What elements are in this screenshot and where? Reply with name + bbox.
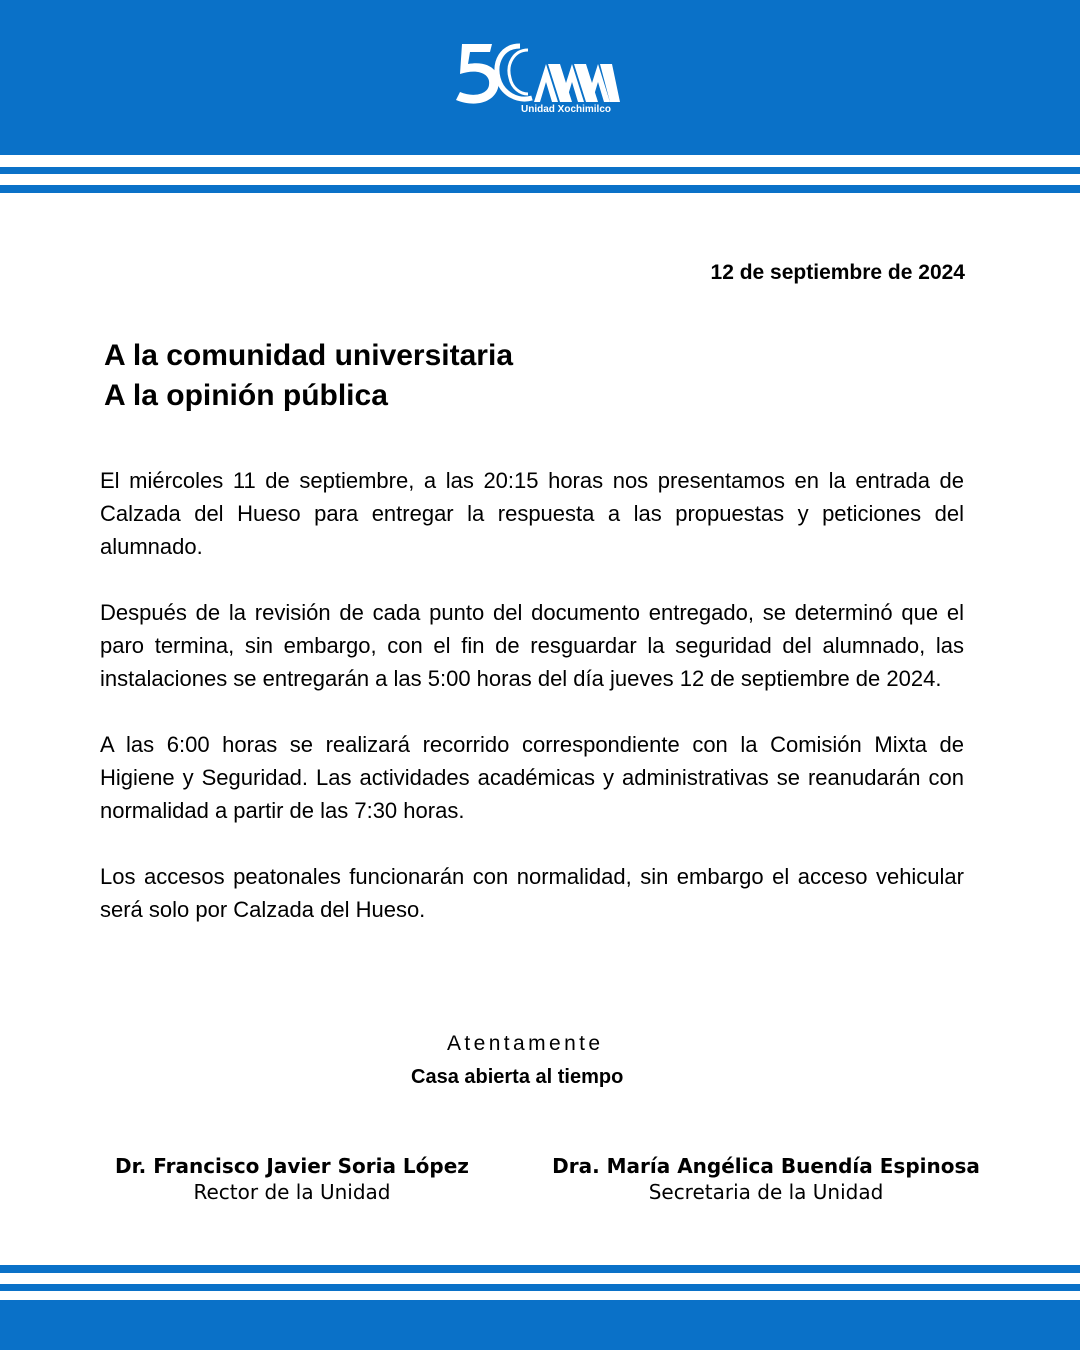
signatory-role: Rector de la Unidad <box>193 1180 391 1204</box>
logo-caption: Unidad Xochimilco <box>521 104 612 115</box>
greeting <box>104 336 513 416</box>
closing-salutation: Atentamente <box>447 1032 604 1055</box>
signatory-name: Dra. María Angélica Buendía Espinosa <box>552 1154 980 1178</box>
signatory-role: Secretaria de la Unidad <box>648 1180 884 1204</box>
signatory-name: Dr. Francisco Javier Soria López <box>115 1154 469 1178</box>
signature-block <box>536 1152 996 1204</box>
footer-stripe <box>0 1284 1080 1291</box>
paragraph: El miércoles 11 de septiembre, a las 20:15 horas nos presentamos en la entrada de Calzada del Hueso para entregar la respuesta a las propuestas y peticiones del alumnado. <box>100 468 964 559</box>
footer-stripe <box>0 1265 1080 1273</box>
greeting-line: A la comunidad universitaria <box>104 339 513 372</box>
paragraph: Después de la revisión de cada punto del documento entregado, se determinó que el paro termina, sin embargo, con el fin de resguardar la seguridad del alumnado, las instalaciones se entregarán a las 5:00 horas del día jueves 12 de septiembre de 2024. <box>100 600 964 691</box>
paragraph: A las 6:00 horas se realizará recorrido correspondiente con la Comisión Mixta de Higiene y Seguridad. Las actividades académicas y administrativas se reanudarán con normalidad a partir de las 7:30 horas. <box>100 732 964 823</box>
header-stripe <box>0 185 1080 193</box>
greeting-line: A la opinión pública <box>104 379 388 412</box>
document-date: 12 de septiembre de 2024 <box>710 261 965 284</box>
footer-bar <box>0 1300 1080 1350</box>
header-stripe <box>0 167 1080 174</box>
letter-body <box>100 464 964 959</box>
closing-motto: Casa abierta al tiempo <box>411 1066 624 1088</box>
signature-block <box>100 1152 484 1204</box>
paragraph: Los accesos peatonales funcionarán con normalidad, sin embargo el acceso vehicular será solo por Calzada del Hueso. <box>100 864 964 922</box>
